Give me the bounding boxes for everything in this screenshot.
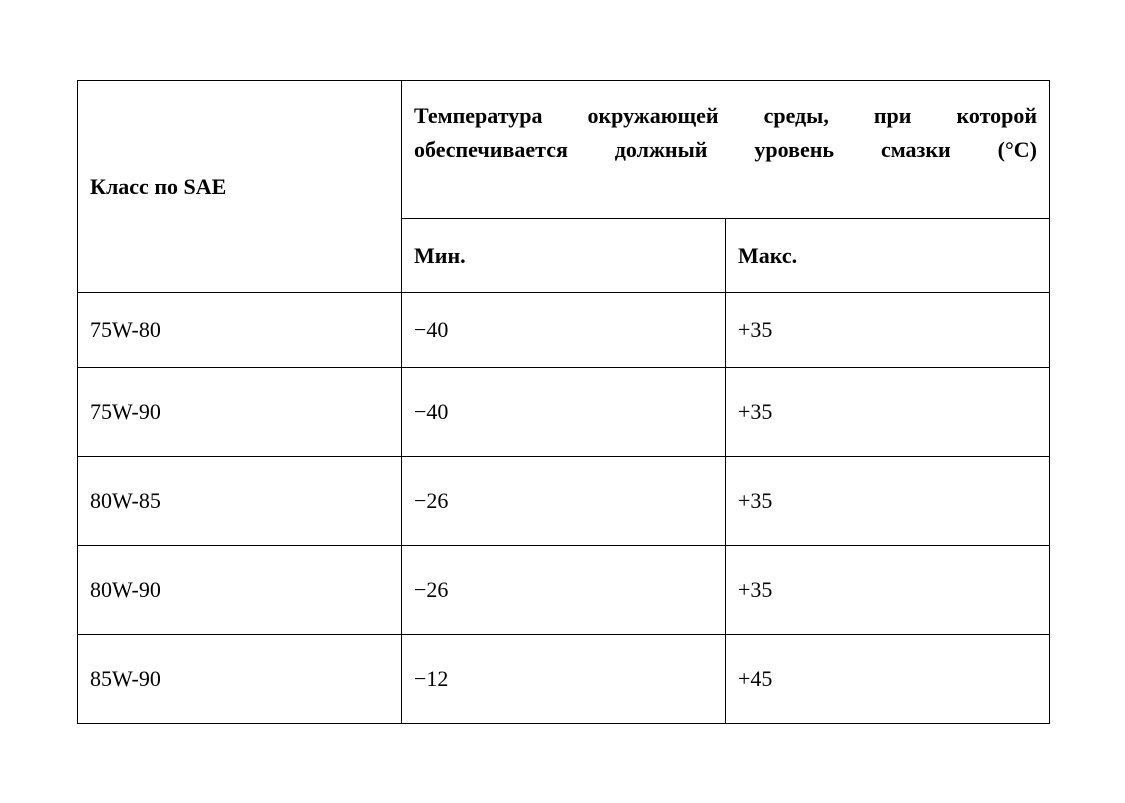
min-temp-cell: −26: [402, 457, 726, 546]
sae-class-cell: 80W-90: [78, 546, 402, 635]
min-temp-cell: −40: [402, 368, 726, 457]
min-header: Мин.: [402, 219, 726, 293]
table-row: [78, 635, 1050, 724]
max-temp-cell: +35: [726, 546, 1050, 635]
max-temp-cell: +45: [726, 635, 1050, 724]
max-header: Макс.: [726, 219, 1050, 293]
sae-class-header: Класс по SAE: [78, 81, 402, 293]
table-row: [78, 546, 1050, 635]
sae-temperature-table: [77, 80, 1050, 724]
sae-class-cell: 75W-80: [78, 293, 402, 368]
max-temp-cell: +35: [726, 457, 1050, 546]
temperature-header-text: Температура окружающей среды, при которой обеспечивается должный уровень смазки (°C): [414, 102, 1037, 162]
sae-class-cell: 75W-90: [78, 368, 402, 457]
temperature-header: [402, 81, 1050, 219]
table-row: [78, 457, 1050, 546]
max-temp-cell: +35: [726, 293, 1050, 368]
min-temp-cell: −40: [402, 293, 726, 368]
sae-class-cell: 80W-85: [78, 457, 402, 546]
min-temp-cell: −26: [402, 546, 726, 635]
max-temp-cell: +35: [726, 368, 1050, 457]
header-row-1: [78, 81, 1050, 219]
min-temp-cell: −12: [402, 635, 726, 724]
table-row: [78, 368, 1050, 457]
table-row: [78, 293, 1050, 368]
sae-class-cell: 85W-90: [78, 635, 402, 724]
